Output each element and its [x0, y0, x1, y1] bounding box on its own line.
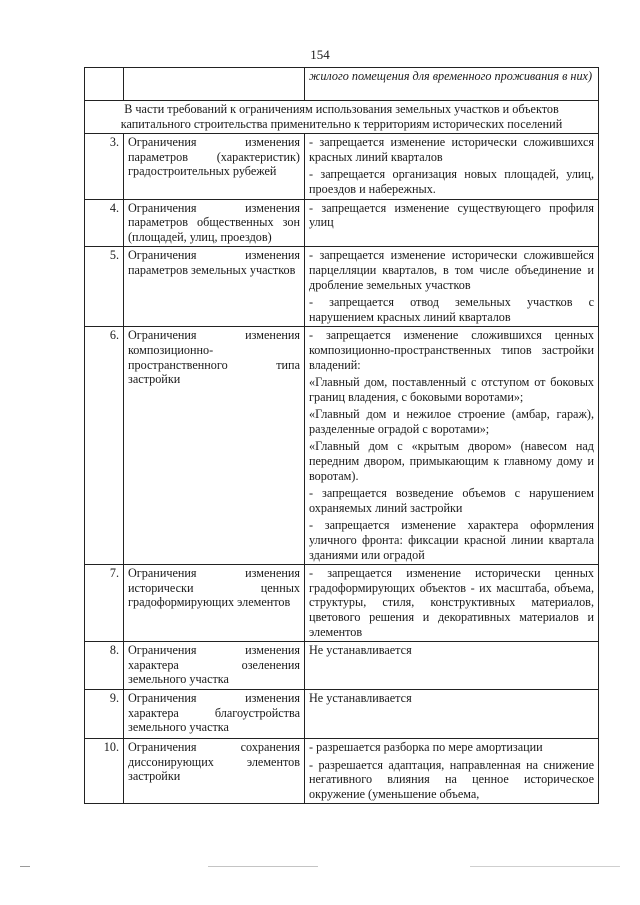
row-number: 7.	[85, 565, 124, 642]
table-row	[85, 199, 599, 247]
row-number: 3.	[85, 134, 124, 199]
restriction-name: Ограничения изменения исторически ценных градоформирующих элементов	[124, 565, 305, 642]
section-header: В части требований к ограничениям использования земельных участков и объектов капитального строительства применительно к территориям исторических поселений	[85, 101, 599, 134]
restriction-description	[305, 738, 599, 803]
description-item: - запрещается организация новых площадей, улиц, проездов и набережных.	[309, 167, 594, 196]
row-number	[85, 68, 124, 101]
table-row	[85, 565, 599, 642]
restriction-description	[305, 327, 599, 565]
restriction-description	[305, 134, 599, 199]
table-row	[85, 642, 599, 690]
continuation-row	[85, 68, 599, 101]
row-number: 10.	[85, 738, 124, 803]
restriction-description	[305, 689, 599, 738]
description-item: - запрещается изменение характера оформления уличного фронта: фиксации красной линии квартала зданиями или оградой	[309, 518, 594, 562]
row-number: 9.	[85, 689, 124, 738]
table-row	[85, 247, 599, 327]
restriction-name: Ограничения изменения параметров земельных участков	[124, 247, 305, 327]
row-number: 6.	[85, 327, 124, 565]
scan-artifact-line	[20, 866, 30, 867]
restriction-name: Ограничения изменения параметров общественных зон (площадей, улиц, проездов)	[124, 199, 305, 247]
description-item: - запрещается изменение исторически сложившейся парцелляции кварталов, в том числе объединение и дробление земельных участков	[309, 248, 594, 292]
restriction-description	[305, 565, 599, 642]
restriction-description	[305, 199, 599, 247]
table-row	[85, 134, 599, 199]
description-item: «Главный дом, поставленный с отступом от боковых границ владения, с боковыми воротами»;	[309, 375, 594, 404]
restriction-name: Ограничения сохранения диссонирующих элементов застройки	[124, 738, 305, 803]
section-header-row	[85, 101, 599, 134]
restriction-name: Ограничения изменения характера благоустройства земельного участка	[124, 689, 305, 738]
restrictions-table	[84, 67, 599, 804]
description-item: Не устанавливается	[309, 690, 412, 705]
description-item: «Главный дом и нежилое строение (амбар, гараж), разделенные оградой с воротами»;	[309, 407, 594, 436]
restriction-name: Ограничения изменения параметров (характеристик) градостроительных рубежей	[124, 134, 305, 199]
restriction-description	[305, 68, 599, 101]
description-item: - запрещается изменение исторически ценных градоформирующих объектов - их масштаба, объема, структуры, стиля, конструктивных материалов, цветового решения и декоративных материалов и элементов	[309, 566, 594, 639]
row-number: 5.	[85, 247, 124, 327]
description-item: «Главный дом с «крытым двором» (навесом над передним двором, примыкающим к главному дому и воротам).	[309, 439, 594, 483]
description-item: - разрешается адаптация, направленная на снижение негативного влияния на ценное историческое окружение (уменьшение объема,	[309, 757, 594, 801]
description-item: Не устанавливается	[309, 643, 412, 658]
page-number: 154	[310, 47, 330, 62]
table-row	[85, 327, 599, 565]
description-item: - запрещается изменение исторически сложившихся красных линий кварталов	[309, 135, 594, 164]
description-item: - запрещается изменение существующего профиля улиц	[309, 200, 594, 230]
description-item: - запрещается отвод земельных участков с нарушением красных линий кварталов	[309, 295, 594, 324]
restriction-name: Ограничения изменения характера озеленения земельного участка	[124, 642, 305, 690]
row-number: 8.	[85, 642, 124, 690]
restriction-description	[305, 642, 599, 690]
table-row	[85, 689, 599, 738]
description-item: жилого помещения для временного проживания в них)	[309, 69, 593, 83]
row-number: 4.	[85, 199, 124, 247]
restriction-name: Ограничения изменения композиционно-пространственного типа застройки	[124, 327, 305, 565]
description-item: - запрещается изменение сложившихся ценных композиционно-пространственных типов застройки владений:	[309, 328, 594, 372]
restriction-name	[124, 68, 305, 101]
description-item: - разрешается разборка по мере амортизации	[309, 739, 543, 754]
description-item: - запрещается возведение объемов с нарушением охраняемых линий застройки	[309, 486, 594, 515]
scan-artifact-line	[208, 866, 318, 867]
scan-artifact-line	[470, 866, 620, 867]
restriction-description	[305, 247, 599, 327]
table-row	[85, 738, 599, 803]
